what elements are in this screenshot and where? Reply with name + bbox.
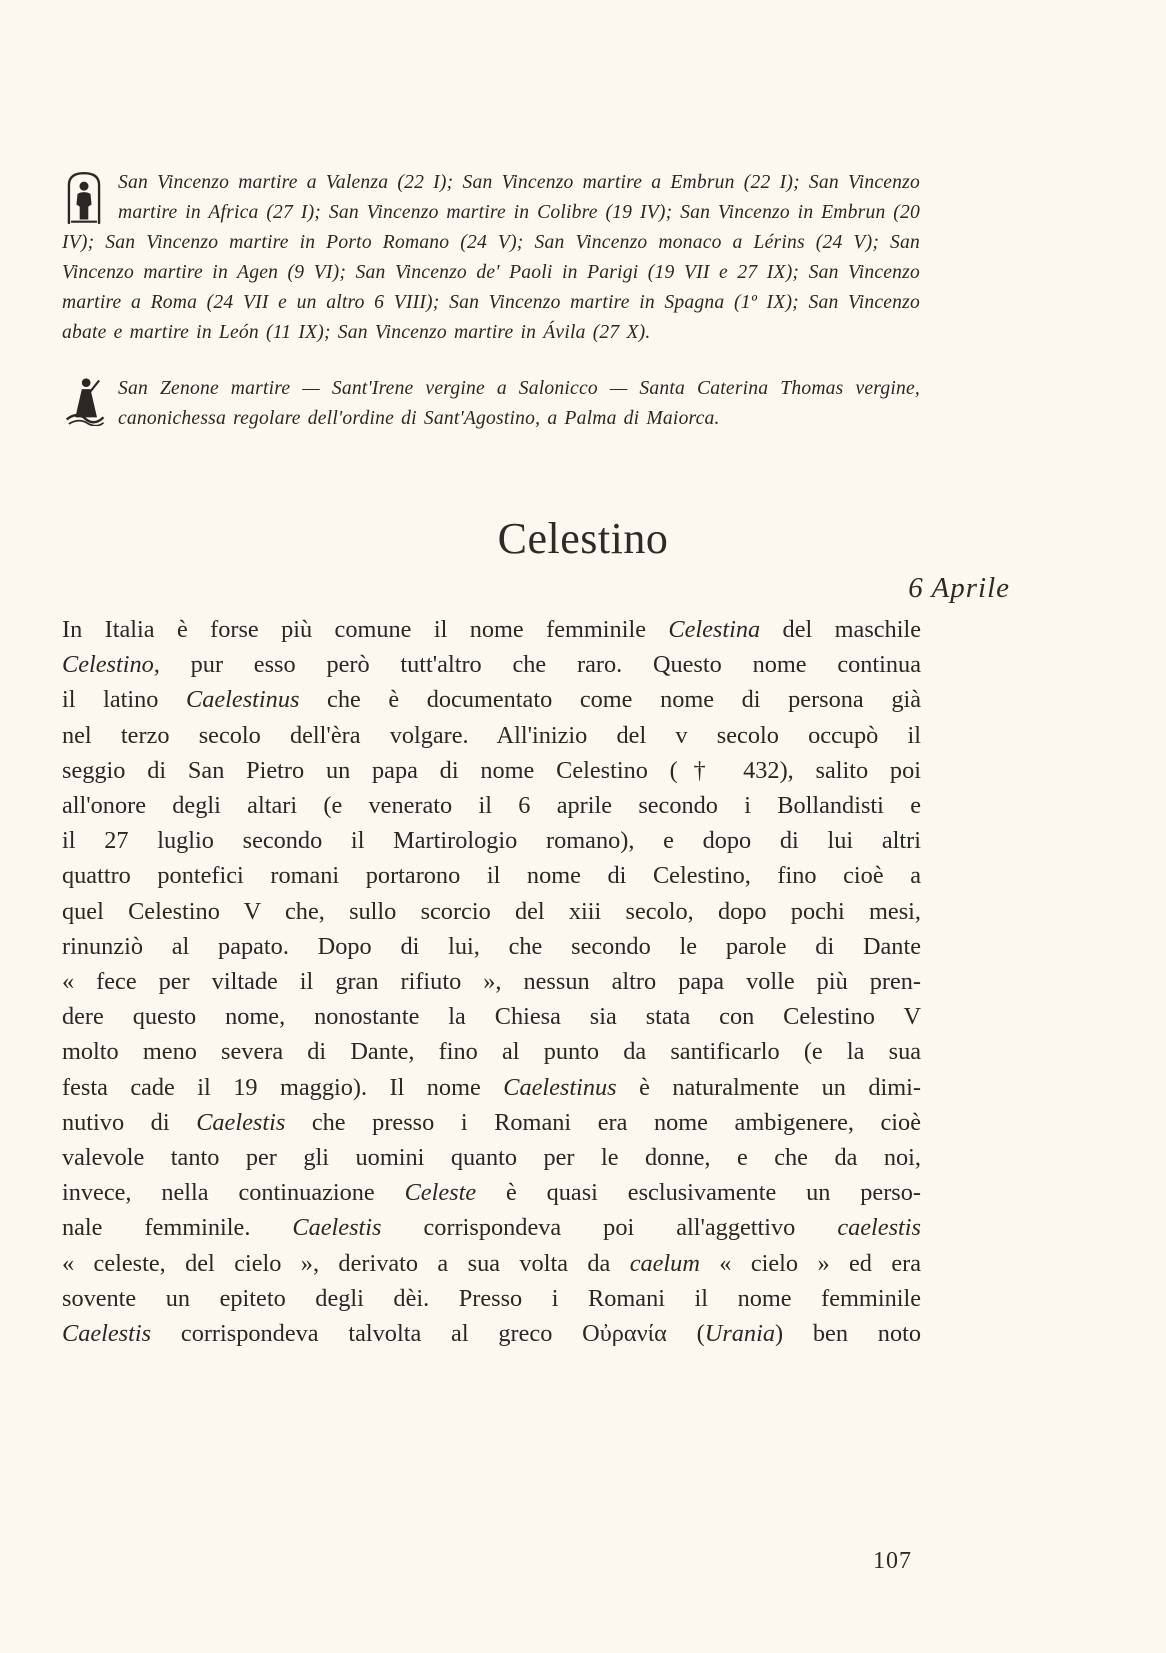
italic-term: Celestina	[668, 616, 761, 643]
text-run: rinunziò al papato. Dopo di lui, che secondo le parole di Dante	[62, 932, 921, 960]
entry-title: Celestino	[497, 514, 669, 563]
feast-date: 6 Aprile	[908, 572, 1010, 604]
italic-term: Caelestinus	[503, 1073, 617, 1101]
body-line	[62, 647, 921, 682]
commemoration-zenone	[62, 374, 920, 434]
italic-term: Celeste	[404, 1179, 477, 1207]
text-run: « fece per viltade il gran rifiuto », nessun altro papa volle più pren-	[62, 968, 921, 996]
saint-emblem-icon	[62, 374, 106, 426]
entry-body	[62, 612, 921, 1351]
text-run: ) ben noto	[774, 1320, 921, 1348]
text-run: del maschile	[760, 616, 921, 643]
text-run: quel Celestino V che, sullo scorcio del xiii secolo, dopo pochi mesi,	[62, 897, 921, 925]
text-run: pur esso però tutt'altro che raro. Questo nome continua	[159, 651, 921, 679]
text-run: che presso i Romani era nome ambigenere, cioè	[285, 1108, 921, 1136]
text-run: nel terzo secolo dell'èra volgare. All'inizio del v secolo occupò il	[62, 721, 921, 749]
body-line	[62, 858, 921, 893]
text-run: è quasi esclusivamente un perso-	[476, 1179, 921, 1207]
italic-term: caelestis	[837, 1214, 921, 1242]
body-line	[62, 894, 921, 929]
text-run: il 27 luglio secondo il Martirologio romano), e dopo di lui altri	[62, 827, 921, 855]
commemoration-text: San Vincenzo martire a Valenza (22 I); San Vincenzo martire a Embrun (22 I); San Vincenzo martire in Africa (27 I); San Vincenzo martire in Colibre (19 IV); San Vincenzo in Embrun (20 IV); San Vincenzo martire in Porto Romano (24 V); San Vincenzo monaco a Lérins (24 V); San Vincenzo martire in Agen (9 VI); San Vincenzo de' Paoli in Parigi (19 VII e 27 IX); San Vincenzo martire a Roma (24 VII e un altro 6 VIII); San Vincenzo martire in Spagna (1º IX); San Vincenzo abate e martire in León (11 IX); San Vincenzo martire in Ávila (27 X).	[62, 172, 920, 343]
page-number: 107	[873, 1548, 912, 1574]
body-line	[62, 1281, 921, 1316]
text-run: corrispondeva talvolta al greco Οὐρανία (	[151, 1320, 705, 1348]
body-line	[62, 1105, 921, 1140]
text-run: è naturalmente un dimi-	[616, 1073, 921, 1101]
body-line	[62, 964, 921, 999]
text-run: sovente un epiteto degli dèi. Presso i Romani il nome femminile	[62, 1284, 921, 1312]
text-run: che è documentato come nome di persona già	[299, 686, 922, 714]
body-line	[62, 1034, 921, 1069]
commemoration-vincenzo	[62, 168, 920, 348]
body-line	[62, 753, 921, 788]
body-line	[62, 1246, 921, 1281]
text-run: molto meno severa di Dante, fino al punto da santificarlo (e la sua	[62, 1038, 921, 1066]
body-line	[62, 612, 921, 647]
body-line	[62, 999, 921, 1034]
text-run: il latino	[62, 686, 187, 714]
text-run: nale femminile.	[62, 1214, 293, 1242]
italic-term: Celestino,	[62, 651, 160, 679]
saint-figure-icon	[62, 170, 106, 226]
text-run: quattro pontefici romani portarono il nome di Celestino, fino cioè a	[62, 862, 921, 890]
text-run: seggio di San Pietro un papa di nome Celestino († 432), salito poi	[62, 756, 921, 784]
text-run: corrispondeva poi all'aggettivo	[381, 1214, 838, 1242]
body-line	[62, 1140, 921, 1175]
italic-term: caelum	[629, 1249, 700, 1277]
text-run: nutivo di	[62, 1108, 197, 1136]
body-line	[62, 682, 921, 717]
italic-term: Urania	[704, 1320, 775, 1348]
text-run: In Italia è forse più comune il nome femminile	[62, 616, 669, 643]
commemoration-text: San Zenone martire — Sant'Irene vergine a Salonicco — Santa Caterina Thomas vergine, canonichessa regolare dell'ordine di Sant'Agostino, a Palma di Maiorca.	[118, 378, 920, 429]
body-line	[62, 929, 921, 964]
text-run: all'onore degli altari (e venerato il 6 aprile secondo i Bollandisti e	[62, 792, 921, 820]
text-run: festa cade il 19 maggio). Il nome	[62, 1073, 504, 1101]
italic-term: Caelestis	[196, 1108, 286, 1136]
text-run: « cielo » ed era	[699, 1249, 921, 1277]
text-run: « celeste, del cielo », derivato a sua volta da	[62, 1249, 630, 1277]
text-run: invece, nella continuazione	[62, 1179, 405, 1207]
body-line	[62, 788, 921, 823]
text-run: valevole tanto per gli uomini quanto per le donne, e che da noi,	[62, 1144, 921, 1172]
body-line	[62, 823, 921, 858]
italic-term: Caelestinus	[186, 686, 300, 714]
text-run: dere questo nome, nonostante la Chiesa sia stata con Celestino V	[62, 1003, 921, 1031]
body-line	[62, 1175, 921, 1210]
italic-term: Caelestis	[292, 1214, 382, 1242]
italic-term: Caelestis	[62, 1320, 152, 1348]
body-line	[62, 1316, 921, 1351]
body-line	[62, 1070, 921, 1105]
body-line	[62, 718, 921, 753]
commemorations-section	[62, 168, 920, 434]
body-line	[62, 1210, 921, 1245]
